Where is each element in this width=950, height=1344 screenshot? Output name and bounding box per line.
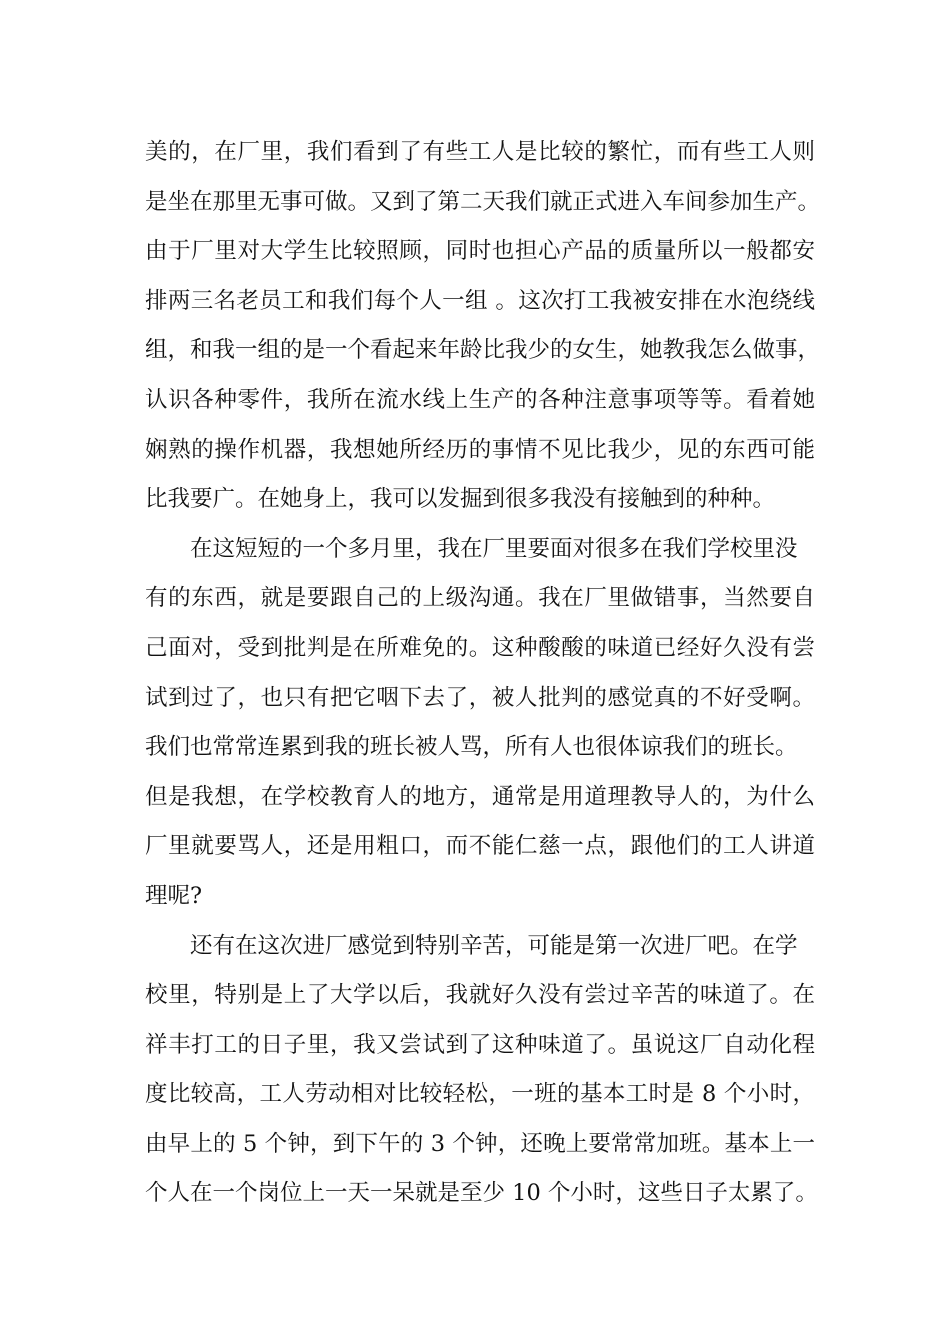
- text-line: 由于厂里对大学生比较照顾，同时也担心产品的质量所以一般都安: [145, 238, 815, 265]
- text-line: 但是我想，在学校教育人的地方，通常是用道理教导人的，为什么: [145, 783, 815, 810]
- paragraph-2: [145, 525, 815, 922]
- text-line: 度比较高，工人劳动相对比较轻松，一班的基本工时是 8 个小时，: [145, 1081, 815, 1108]
- text-line: 个人在一个岗位上一天一呆就是至少 10 个小时，这些日子太累了。: [145, 1180, 818, 1207]
- text-line: 组，和我一组的是一个看起来年龄比我少的女生，她教我怎么做事，: [145, 337, 821, 364]
- document-body: [145, 128, 821, 1219]
- text-line: 是坐在那里无事可做。又到了第二天我们就正式进入车间参加生产。: [145, 188, 821, 215]
- text-line: 认识各种零件，我所在流水线上生产的各种注意事项等等。看着她: [145, 386, 815, 413]
- text-line: 在这短短的一个多月里，我在厂里要面对很多在我们学校里没: [190, 535, 798, 562]
- text-line: 己面对，受到批判是在所难免的。这种酸酸的味道已经好久没有尝: [145, 634, 815, 661]
- text-line: 有的东西，就是要跟自己的上级沟通。我在厂里做错事，当然要自: [145, 585, 815, 612]
- text-line: 比我要广。在她身上，我可以发掘到很多我没有接触到的种种。: [145, 486, 776, 513]
- text-line: 试到过了，也只有把它咽下去了，被人批判的感觉真的不好受啊。: [145, 684, 815, 711]
- text-line: 我们也常常连累到我的班长被人骂，所有人也很体谅我们的班长。: [145, 734, 798, 761]
- text-line: 厂里就要骂人，还是用粗口，而不能仁慈一点，跟他们的工人讲道: [145, 833, 815, 860]
- text-line: 校里，特别是上了大学以后，我就好久没有尝过辛苦的味道了。在: [145, 982, 815, 1009]
- text-line: 由早上的 5 个钟，到下午的 3 个钟，还晚上要常常加班。基本上一: [145, 1130, 815, 1157]
- text-line: 娴熟的操作机器，我想她所经历的事情不见比我少，见的东西可能: [145, 436, 815, 463]
- text-line: 还有在这次进厂感觉到特别辛苦，可能是第一次进厂吧。在学: [190, 932, 798, 959]
- text-line: 排两三名老员工和我们每个人一组 。这次打工我被安排在水泡绕线: [145, 287, 815, 314]
- paragraph-3: [145, 922, 818, 1220]
- paragraph-1: [145, 128, 821, 525]
- text-line: 祥丰打工的日子里，我又尝试到了这种味道了。虽说这厂自动化程: [145, 1031, 815, 1058]
- text-line: 理呢?: [145, 882, 203, 909]
- text-line: 美的，在厂里，我们看到了有些工人是比较的繁忙，而有些工人则: [145, 139, 815, 165]
